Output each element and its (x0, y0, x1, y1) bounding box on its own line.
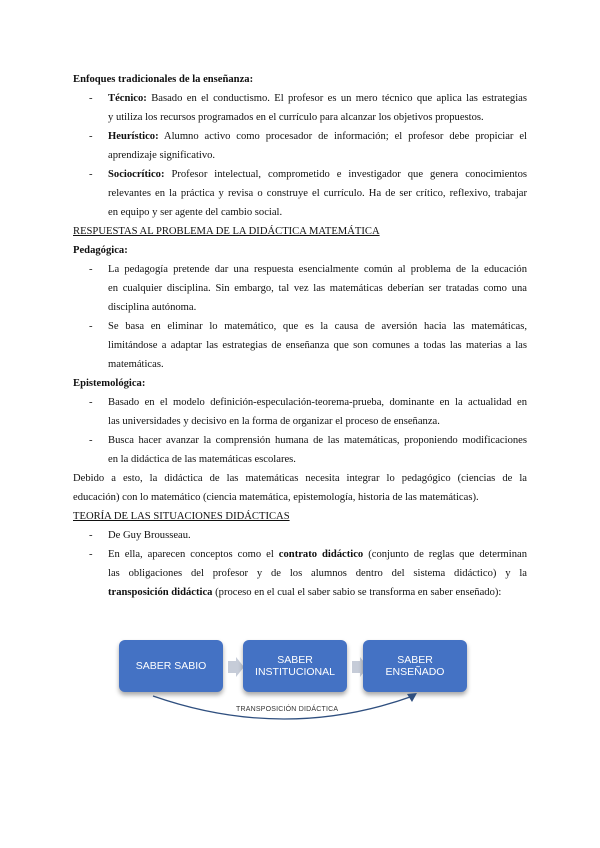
teoria-item2-line1 (108, 545, 527, 564)
term-heuristico: Heurístico: (108, 131, 159, 142)
heuristico-line1 (108, 127, 527, 146)
term-sociocritico: Sociocrítico: (108, 169, 165, 180)
box-label: SABER ENSEÑADO (385, 654, 445, 678)
box-label: SABER INSTITUCIONAL (255, 654, 335, 678)
pedagogica-2-line1: Se basa en eliminar lo matemático, que es la causa de aversión hacia las matemáticas, (108, 321, 527, 332)
sociocritico-line1 (108, 165, 527, 184)
term-tecnico: Técnico: (108, 93, 147, 104)
term-transposicion: transposición didáctica (108, 587, 213, 598)
epistemologica-2-line1: Busca hacer avanzar la comprensión humana de las matemáticas, proponiendo modificaciones (108, 435, 527, 446)
sociocritico-text: Profesor intelectual, comprometido e investigador que genera conocimientos (171, 169, 527, 180)
bullet-dash: - (89, 169, 93, 180)
bullet-dash: - (89, 397, 93, 408)
pedagogica-1-line3: disciplina autónoma. (108, 302, 197, 313)
bullet-dash: - (89, 264, 93, 275)
teoria-text: En ella, aparecen conceptos como el (108, 549, 279, 560)
heading-enfoques: Enfoques tradicionales de la enseñanza: (73, 74, 254, 85)
teoria-item1: De Guy Brousseau. (108, 530, 191, 541)
bullet-dash: - (89, 321, 93, 332)
teoria-item2-line3 (108, 583, 501, 602)
bullet-dash: - (89, 549, 93, 560)
teoria-text: (proceso en el cual el saber sabio se transforma en saber enseñado): (212, 587, 502, 598)
epistemologica-2-line2: en la didáctica de las matemáticas escolares. (108, 454, 296, 465)
bullet-dash: - (89, 93, 93, 104)
epistemologica-1-line1: Basado en el modelo definición-especulación-teorema-prueba, dominante en la actualidad en (108, 397, 527, 408)
box-saber-ensenado (363, 640, 467, 692)
epistemologica-1-line2: las universidades y decisivo en la forma de organizar el proceso de enseñanza. (108, 416, 440, 427)
conclusion-line1: Debido a esto, la didáctica de las matemáticas necesita integrar lo pedagógico (ciencias de la (73, 473, 527, 484)
pedagogica-1-line1: La pedagogía pretende dar una respuesta esencialmente común al problema de la educación (108, 264, 527, 275)
section-title-respuestas: RESPUESTAS AL PROBLEMA DE LA DIDÁCTICA MATEMÁTICA (73, 226, 380, 237)
bullet-dash: - (89, 530, 93, 541)
pedagogica-2-line3: matemáticas. (108, 359, 164, 370)
pedagogica-1-line2: en cualquier disciplina. Sin embargo, tal vez las matemáticas deberían ser tratadas como una (108, 283, 527, 294)
section-title-teoria: TEORÍA DE LAS SITUACIONES DIDÁCTICAS (73, 511, 290, 522)
heuristico-line2: aprendizaje significativo. (108, 150, 216, 161)
tecnico-text: Basado en el conductismo. El profesor es un mero técnico que aplica las estrategias (151, 93, 527, 104)
heading-epistemologica: Epistemológica: (73, 378, 146, 389)
tecnico-line2: y utiliza los recursos programados en el currículo para alcanzar los objetivos propuestos. (108, 112, 484, 123)
bullet-dash: - (89, 435, 93, 446)
teoria-text: (conjunto de reglas que determinan (363, 549, 527, 560)
box-label: SABER SABIO (135, 660, 207, 672)
heuristico-text: Alumno activo como procesador de información; el profesor debe propiciar el (163, 131, 527, 142)
term-contrato: contrato didáctico (278, 549, 364, 560)
sociocritico-line3: en equipo y ser agente del cambio social. (108, 207, 283, 218)
box-saber-sabio (119, 640, 223, 692)
teoria-item2-line2: las obligaciones del profesor y de los alumnos dentro del sistema didáctico) y la (108, 568, 527, 579)
arrow-right-icon (228, 657, 244, 677)
diagram-caption: TRANSPOSICIÓN DIDÁCTICA (236, 706, 339, 713)
box-saber-institucional (243, 640, 347, 692)
bullet-dash: - (89, 131, 93, 142)
sociocritico-line2: relevantes en la práctica y revisa o construye el currículo. Ha de ser crítico, reflexivo, trabajar (108, 188, 527, 199)
pedagogica-2-line2: limitándose a adaptar las estrategias de enseñanza que son comunes a todas las materias a las (108, 340, 527, 351)
conclusion-line2: educación) con lo matemático (ciencia matemática, epistemología, historia de las matemáticas). (73, 492, 479, 503)
heading-pedagogica: Pedagógica: (73, 245, 128, 256)
tecnico-line1 (108, 89, 527, 108)
